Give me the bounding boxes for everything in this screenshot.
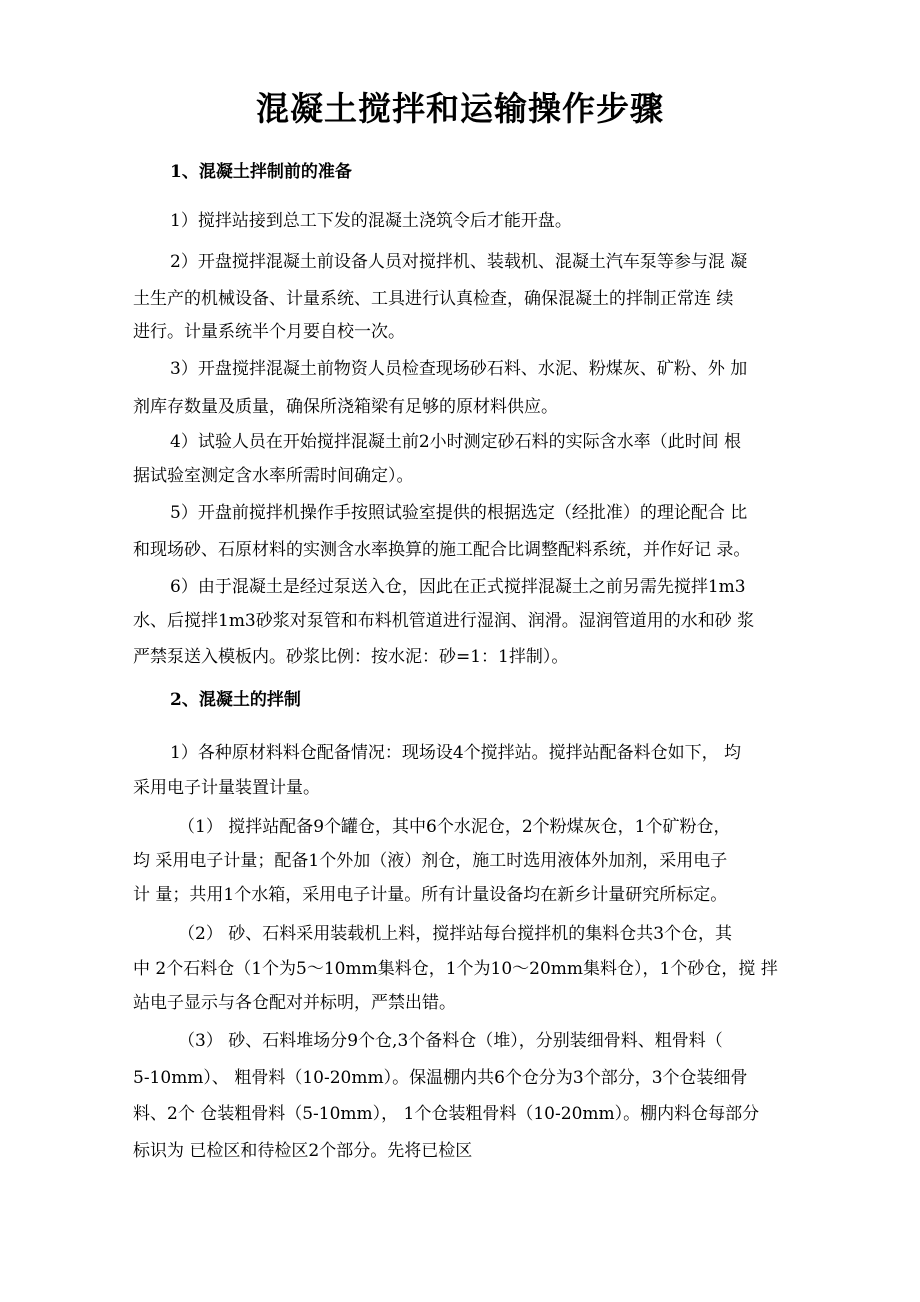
- paragraph-line: 据试验室测定含水率所需时间确定）。: [133, 466, 414, 486]
- paragraph-line: 4）试验人员在开始搅拌混凝土前2小时测定砂石料的实际含水率（此时间 根: [170, 432, 742, 452]
- paragraph-line: 标识为 已检区和待检区2个部分。先将已检区: [133, 1141, 473, 1161]
- paragraph-line: 中 2个石料仓（1个为5～10mm集料仓，1个为10～20mm集料仓），1个砂仓，搅 拌: [133, 959, 778, 979]
- paragraph-line: 水、后搅拌1m3砂浆对泵管和布料机管道进行湿润、润滑。湿润管道用的水和砂 浆: [133, 611, 755, 631]
- paragraph-line: 2）开盘搅拌混凝土前设备人员对搅拌机、装载机、混凝土汽车泵等参与混 凝: [170, 252, 748, 272]
- paragraph-line: 5-10mm）、 粗骨料（10-20mm）。保温棚内共6个仓分为3个部分，3个仓装细骨: [133, 1068, 748, 1088]
- paragraph-line: 剂库存数量及质量，确保所浇箱梁有足够的原材料供应。: [133, 397, 558, 417]
- paragraph-line: （3） 砂、石料堆场分9个仓,3个备料仓（堆），分别装细骨料、粗骨料（: [178, 1031, 723, 1051]
- paragraph-line: 严禁泵送入模板内。砂浆比例：按水泥：砂=1：1拌制）。: [133, 647, 569, 667]
- paragraph-line: 采用电子计量装置计量。: [133, 778, 320, 798]
- paragraph-line: （1） 搅拌站配备9个罐仓，其中6个水泥仓，2个粉煤灰仓，1个矿粉仓，: [178, 817, 731, 837]
- paragraph-line: 1）各种原材料料仓配备情况：现场设4个搅拌站。搅拌站配备料仓如下， 均: [170, 743, 742, 763]
- section-2-heading: 2、混凝土的拌制: [170, 690, 301, 710]
- paragraph-line: 和现场砂、石原材料的实测含水率换算的施工配合比调整配料系统，并作好记 录。: [133, 540, 751, 560]
- paragraph-line: 站电子显示与各仓配对并标明，严禁出错。: [133, 993, 456, 1013]
- paragraph-line: 6）由于混凝土是经过泵送入仓，因此在正式搅拌混凝土之前另需先搅拌1m3: [170, 577, 746, 597]
- paragraph-line: （2） 砂、石料采用装载机上料，搅拌站每台搅拌机的集料仓共3个仓，其: [178, 924, 733, 944]
- paragraph-line: 1）搅拌站接到总工下发的混凝土浇筑令后才能开盘。: [170, 211, 572, 231]
- paragraph-line: 土生产的机械设备、计量系统、工具进行认真检查，确保混凝土的拌制正常连 续: [133, 289, 734, 309]
- section-1-heading: 1、混凝土拌制前的准备: [170, 162, 352, 182]
- paragraph-line: 3）开盘搅拌混凝土前物资人员检查现场砂石料、水泥、粉煤灰、矿粉、外 加: [170, 359, 748, 379]
- paragraph-line: 进行。计量系统半个月要自校一次。: [133, 322, 405, 342]
- paragraph-line: 计 量；共用1个水箱，采用电子计量。所有计量设备均在新乡计量研究所标定。: [133, 885, 728, 905]
- document-title: 混凝土搅拌和运输操作步骤: [256, 89, 664, 128]
- paragraph-line: 5）开盘前搅拌机操作手按照试验室提供的根据选定（经批准）的理论配合 比: [170, 503, 748, 523]
- paragraph-line: 料、2个 仓装粗骨料（5-10mm）， 1个仓装粗骨料（10-20mm）。棚内料仓每部分: [133, 1104, 760, 1124]
- paragraph-line: 均 采用电子计量；配备1个外加（液）剂仓，施工时选用液体外加剂，采用电子: [133, 851, 728, 871]
